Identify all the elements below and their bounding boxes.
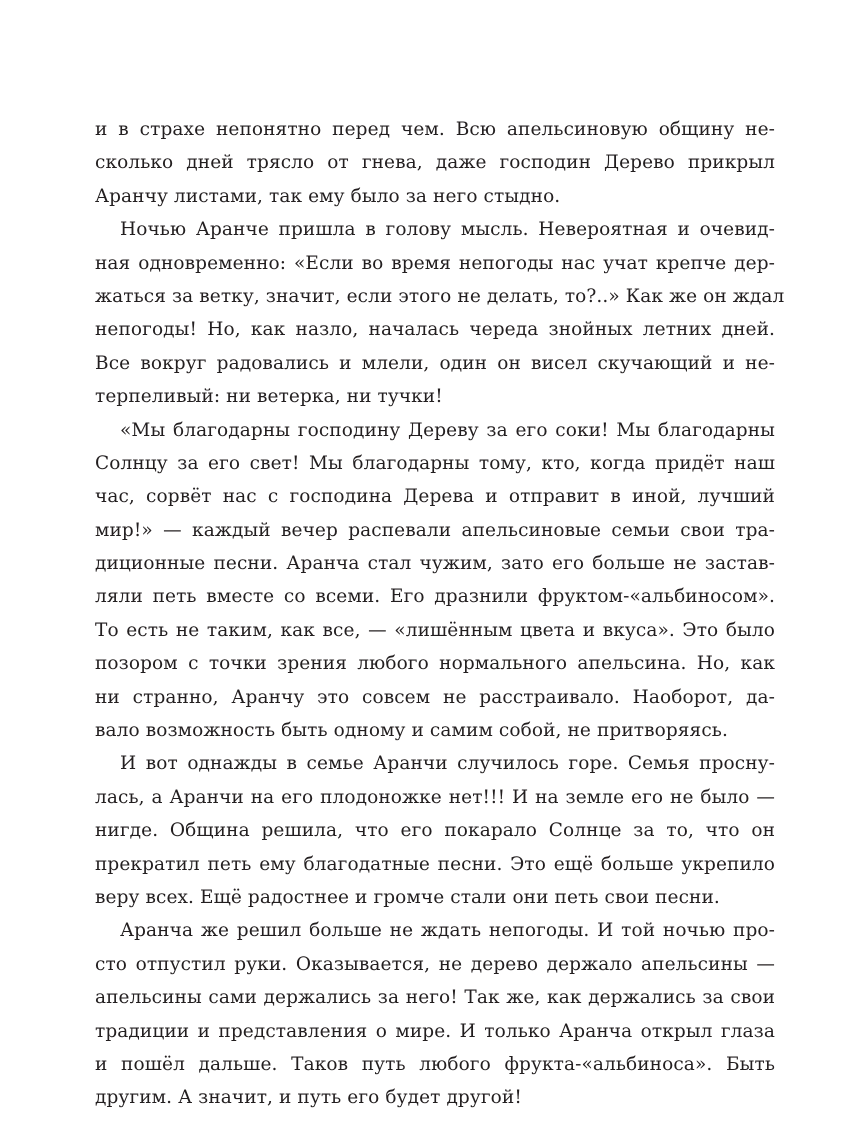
text-line: сколько дней трясло от гнева, даже господин Дерево прикрыл — [95, 152, 775, 174]
text-line: Солнцу за его свет! Мы благодарны тому, кто, когда придёт наш — [95, 452, 775, 474]
text-line: нигде. Община решила, что его покарало Солнце за то, что он — [95, 820, 775, 842]
text-line: традиции и представления о мире. И только Аранча открыл глаза — [95, 1020, 775, 1042]
text-line: Аранча же решил больше не ждать непогоды. И той ночью про- — [120, 920, 775, 942]
text-line: И вот однажды в семье Аранчи случилось горе. Семья просну- — [120, 753, 775, 775]
text-line: сто отпустил руки. Оказывается, не дерево держало апельсины — — [95, 953, 775, 975]
text-line: Аранчу листами, так ему было за него стыдно. — [95, 185, 561, 207]
text-line: лась, а Аранчи на его плодоножке нет!!! И на земле его не было — — [95, 786, 775, 808]
text-line: ни странно, Аранчу это совсем не расстраивало. Наоборот, да- — [95, 686, 775, 708]
text-line: ляли петь вместе со всеми. Его дразнили фруктом-«альбиносом». — [95, 586, 775, 608]
text-line: То есть не таким, как все, — «лишённым цвета и вкуса». Это было — [95, 619, 775, 641]
text-line: и в страхе непонятно перед чем. Всю апельсиновую общину не- — [95, 119, 775, 140]
text-line: «Мы благодарны господину Дереву за его соки! Мы благодарны — [120, 419, 775, 441]
text-line: Все вокруг радовались и млели, один он висел скучающий и не- — [95, 352, 775, 374]
text-line: и пошёл дальше. Таков путь любого фрукта-«альбиноса». Быть — [95, 1053, 775, 1075]
text-line: час, сорвёт нас с господина Дерева и отправит в иной, лучший — [95, 486, 775, 508]
text-line: Ночью Аранче пришла в голову мысль. Невероятная и очевид- — [120, 219, 775, 241]
text-line: жаться за ветку, значит, если этого не делать, то?..» Как же он ждал — [95, 285, 785, 307]
text-line: другим. А значит, и путь его будет другой! — [95, 1087, 522, 1109]
text-line: диционные песни. Аранча стал чужим, зато его больше не застав- — [95, 553, 775, 575]
text-line: прекратил петь ему благодатные песни. Это ещё больше укрепило — [95, 853, 775, 875]
text-line: вало возможность быть одному и самим собой, не притворяясь. — [95, 720, 728, 742]
paragraph — [95, 914, 775, 1114]
text-line: позором с точки зрения любого нормального апельсина. Но, как — [95, 653, 775, 675]
paragraph — [95, 414, 775, 748]
text-line: непогоды! Но, как назло, началась череда знойных летних дней. — [95, 319, 775, 341]
paragraph — [95, 747, 775, 914]
paragraph — [95, 113, 775, 213]
text-line: апельсины сами держались за него! Так же, как держались за свои — [95, 987, 775, 1009]
paragraph — [95, 213, 785, 413]
text-line: терпеливый: ни ветерка, ни тучки! — [95, 386, 443, 408]
text-line: веру всех. Ещё радостнее и громче стали они петь свои песни. — [95, 886, 720, 908]
text-line: мир!» — каждый вечер распевали апельсиновые семьи свои тра- — [95, 519, 775, 541]
body-text — [95, 113, 785, 1115]
text-line: ная одновременно: «Если во время непогоды нас учат крепче дер- — [95, 252, 775, 274]
